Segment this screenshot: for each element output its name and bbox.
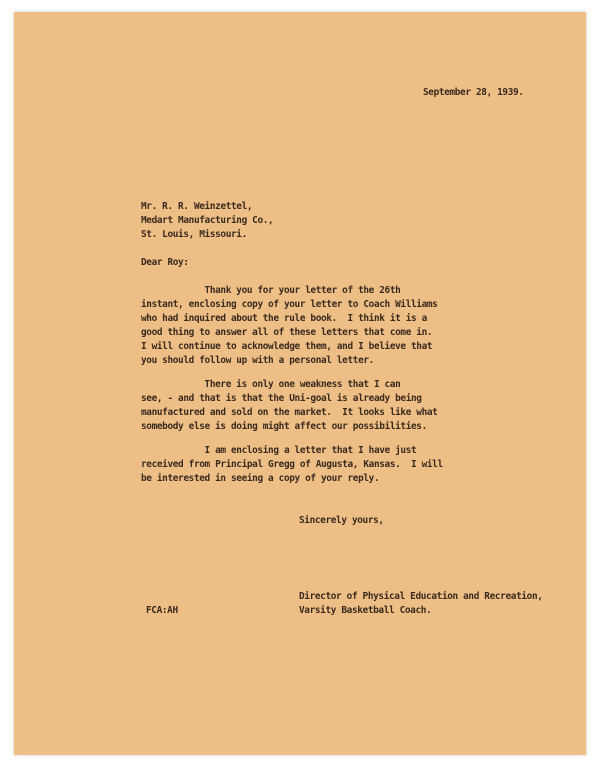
paragraph-3-line-1: I am enclosing a letter that I have just: [141, 445, 417, 456]
paragraph-1-line-6: you should follow up with a personal letter.: [141, 355, 374, 366]
address-line-1: Mr. R. R. Weinzettel,: [141, 201, 253, 212]
paragraph-1-line-3: who had inquired about the rule book. I think it is a: [141, 313, 427, 324]
paragraph-1-line-1: Thank you for your letter of the 26th: [141, 285, 401, 296]
paragraph-2-line-2: see, - and that is that the Uni-goal is already being: [141, 393, 422, 404]
paragraph-1-line-5: I will continue to acknowledge them, and I believe that: [141, 341, 433, 352]
reference-initials: FCA:AH: [146, 605, 178, 616]
paragraph-3-line-3: be interested in seeing a copy of your reply.: [141, 473, 380, 484]
paragraph-2-line-3: manufactured and sold on the market. It looks like what: [141, 407, 438, 418]
paragraph-3-line-2: received from Principal Gregg of Augusta, Kansas. I will: [141, 459, 443, 470]
paragraph-1-line-4: good thing to answer all of these letters that come in.: [141, 327, 433, 338]
paragraph-2-line-4: somebody else is doing might affect our possibilities.: [141, 421, 427, 432]
paragraph-2-line-1: There is only one weakness that I can: [141, 379, 401, 390]
address-line-2: Medart Manufacturing Co.,: [141, 215, 274, 226]
address-line-3: St. Louis, Missouri.: [141, 229, 247, 240]
signature-line-2: Varsity Basketball Coach.: [299, 605, 432, 616]
signature-line-1: Director of Physical Education and Recreation,: [299, 591, 543, 602]
letter-date: September 28, 1939.: [423, 87, 524, 98]
letter-page: [14, 12, 586, 755]
paragraph-1-line-2: instant, enclosing copy of your letter to Coach Williams: [141, 299, 438, 310]
closing: Sincerely yours,: [299, 515, 384, 526]
salutation: Dear Roy:: [141, 257, 189, 268]
